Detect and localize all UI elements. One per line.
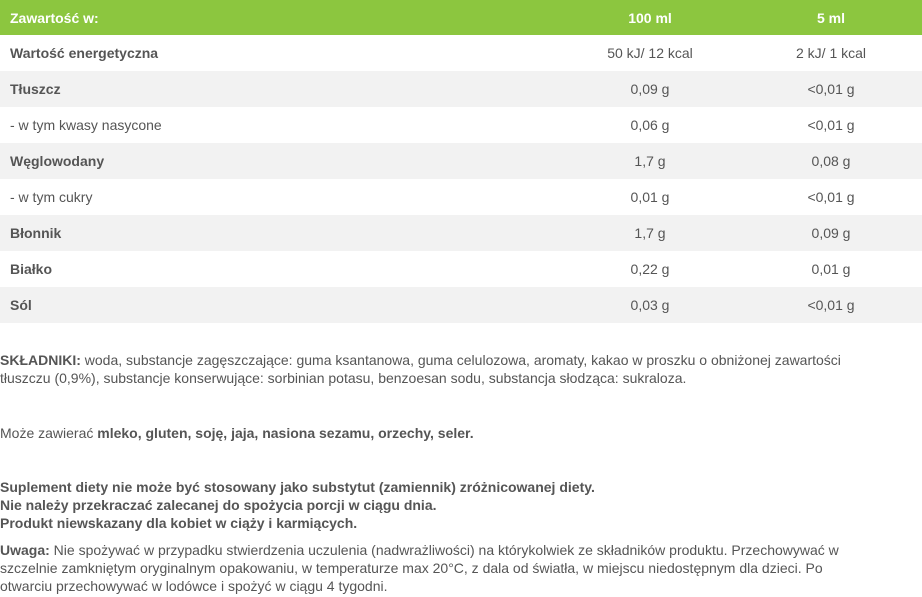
allergens-list: mleko, gluten, soję, jaja, nasiona sezamu, orzechy, seler. (97, 425, 474, 441)
value-5ml: 0,01 g (811, 261, 851, 277)
table-row (0, 143, 922, 179)
value-5ml: <0,01 g (807, 117, 855, 133)
nutrient-name: Węglowodany (10, 153, 105, 169)
warning-2: Nie należy przekraczać zalecanej do spożycia porcji w ciągu dnia. (0, 497, 437, 513)
value-5ml: 0,09 g (811, 225, 851, 241)
nutrient-name: - w tym kwasy nasycone (10, 117, 162, 133)
value-100ml: 0,01 g (630, 189, 670, 205)
caution (0, 541, 922, 595)
value-100ml: 50 kJ/ 12 kcal (607, 45, 693, 61)
table-row (0, 215, 922, 251)
table-row (0, 251, 922, 287)
nutrient-name: Wartość energetyczna (10, 45, 159, 61)
ingredients (0, 351, 922, 387)
value-100ml: 0,03 g (630, 297, 670, 313)
header-nutrient: Zawartość w: (10, 9, 99, 26)
table-row (0, 35, 922, 71)
nutrient-name: Białko (10, 261, 53, 277)
table-row (0, 107, 922, 143)
nutrient-name: Sól (10, 297, 32, 313)
warnings (0, 478, 922, 532)
nutrient-name: - w tym cukry (10, 189, 93, 205)
table-row (0, 71, 922, 107)
value-100ml: 1,7 g (634, 153, 666, 169)
value-5ml: <0,01 g (807, 81, 855, 97)
table-row (0, 287, 922, 323)
value-100ml: 0,22 g (630, 261, 670, 277)
caution-line1: Nie spożywać w przypadku stwierdzenia uczulenia (nadwrażliwości) na którykolwiek ze składników produktu. Przechowywać w (49, 542, 839, 558)
value-5ml: 2 kJ/ 1 kcal (795, 45, 867, 61)
value-100ml: 0,06 g (630, 117, 670, 133)
nutrient-name: Tłuszcz (10, 81, 61, 97)
warning-1: Suplement diety nie może być stosowany jako substytut (zamiennik) zróżnicowanej diety. (0, 479, 595, 495)
nutrient-name: Błonnik (10, 225, 62, 241)
caution-line2: szczelnie zamkniętym oryginalnym opakowaniu, w temperaturze max 20°C, z dala od światła, w miejscu niedostępnym dla dzieci. Po (0, 560, 823, 576)
table-header (0, 0, 922, 35)
header-5ml: 5 ml (816, 9, 845, 26)
warning-3: Produkt niewskazany dla kobiet w ciąży i karmiących. (0, 515, 358, 531)
value-5ml: 0,08 g (811, 153, 851, 169)
allergens (0, 424, 922, 442)
value-5ml: <0,01 g (807, 189, 855, 205)
value-5ml: <0,01 g (807, 297, 855, 313)
allergens-prefix: Może zawierać (0, 425, 98, 441)
ingredients-label: SKŁADNIKI: (0, 352, 81, 368)
value-100ml: 1,7 g (634, 225, 666, 241)
table-row (0, 179, 922, 215)
caution-label: Uwaga: (0, 542, 50, 558)
header-100ml: 100 ml (628, 9, 672, 26)
ingredients-line1: woda, substancje zagęszczające: guma ksantanowa, guma celulozowa, aromaty, kakao w proszku o obniżonej zawartości (80, 352, 841, 368)
ingredients-line2: tłuszczu (0,9%), substancje konserwujące: sorbinian potasu, benzoesan sodu, substancja słodząca: sukraloza. (0, 370, 687, 386)
value-100ml: 0,09 g (630, 81, 670, 97)
caution-line3: otwarciu przechowywać w lodówce i spożyć w ciągu 4 tygodni. (0, 578, 388, 594)
